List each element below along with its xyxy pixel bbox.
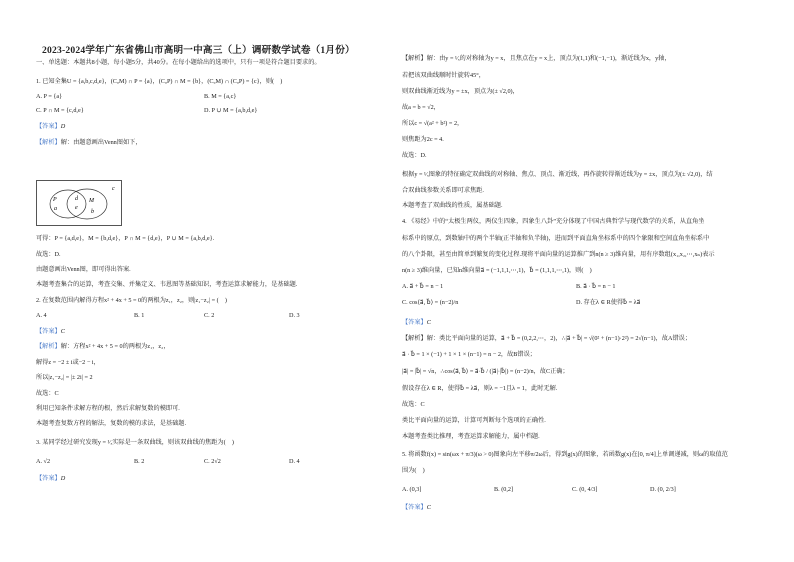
section-heading: 一、单选题：本题共8小题，每小题5分，共40分。在每小题给出的选项中，只有一项是符合题目要求的。 bbox=[36, 59, 321, 66]
q4-analysis-4: 假设存在λ ∈ R，使得b⃗ = λa⃗，则λ = −1且λ = 1，此时无解. bbox=[402, 385, 558, 392]
q3-analysis: 【解析】解：由y = ¹⁄ₓ的对称轴为y = x，且焦点在y = x上，顶点为(1,1)和(−1,−1)，渐近线为x，y轴， bbox=[402, 55, 671, 62]
q2-option-a: A. 4 bbox=[36, 312, 47, 319]
analysis-tag: 【解析】 bbox=[36, 139, 61, 146]
q4-analysis-1: 【解析】解：类比平面向量的运算，a⃗ + b⃗ = (0,2,2,⋯，2)，∴|a⃗ + b⃗| = √(0² + (n−1)·2²) = 2√(n−1)，故A错误； bbox=[402, 335, 692, 342]
q2-line3: 故选：C bbox=[36, 390, 59, 397]
q2-option-d: D. 3 bbox=[289, 312, 300, 319]
q3-option-d: D. 4 bbox=[289, 458, 300, 465]
q2-line1: 解得z = −2 ± i或−2 − i， bbox=[36, 359, 100, 366]
q3-line-7: 故选：D. bbox=[402, 152, 427, 159]
q1-stem: 1. 已知全集U = {a,b,c,d,e}，(CᵤM) ∩ P = {a}，(CᵤP) ∩ M = {b}，(CᵤM) ∩ (CᵤP) = {c}，则( ) bbox=[36, 78, 283, 85]
q3-line-9: 合双曲线参数关系即可求焦距. bbox=[402, 187, 484, 194]
analysis-tag: 【解析】 bbox=[36, 343, 61, 350]
venn-label-a: a bbox=[54, 206, 57, 212]
q3-line-8: 根据y = ¹⁄ₓ图象的特征确定双曲线的对称轴、焦点、顶点、渐近线，再作旋转得渐近线为y = ±x，顶点为(± √2,0)，结 bbox=[402, 171, 713, 178]
q4-stem-4: n(n ≥ 3)维向量，已知n维向量a⃗ = (−1,1,1,⋯,1)，b⃗ = (1,1,1,⋯,1)，则( ) bbox=[402, 267, 592, 274]
q4-option-c: C. cos⟨a⃗, b⃗⟩ = (n−2)/n bbox=[402, 299, 459, 306]
q3-option-c: C. 2√2 bbox=[204, 458, 221, 465]
q4-analysis-2: a⃗ · b⃗ = 1 × (−1) + 1 × 1 × (n−1) = n − 2，故B错误； bbox=[402, 351, 536, 358]
q3-answer bbox=[36, 476, 65, 482]
answer-value: C bbox=[426, 504, 431, 511]
q4-stem-3: 的八个卦限，甚至由简单到繁复的变化过程.现将平面向量的运算推广到n(n ≥ 3)维向量，用有序数组(x₁,x₂,⋯,xₙ)表示 bbox=[402, 251, 715, 258]
venn-set-p bbox=[50, 190, 86, 218]
answer-value: D bbox=[60, 475, 66, 482]
venn-label-e: e bbox=[75, 205, 78, 211]
venn-label-c: c bbox=[112, 186, 115, 192]
q4-analysis-6: 类比平面向量的运算，计算可判断每个选项的正确性. bbox=[402, 417, 546, 424]
q1-answer bbox=[36, 124, 65, 130]
q2-line2: 所以|z₁−z₂| = |± 2i| = 2 bbox=[36, 374, 93, 381]
q4-stem-2: 标系中的原点，到数轴中的两个半轴(正半轴和负半轴)，进而到平面直角坐标系中的四个象限和空间直角坐标系中 bbox=[402, 235, 710, 242]
q3-line-2: 若把该双曲线顺时针旋转45°， bbox=[402, 72, 485, 79]
q1-option-b: B. M = {a,c} bbox=[204, 93, 237, 100]
venn-set-m bbox=[67, 189, 107, 219]
q1-line1: 可得：P = {a,d,e}，M = {b,d,e}，P ∩ M = {d,e}，P ∪ M = {a,b,d,e}. bbox=[36, 235, 215, 242]
q4-analysis-7: 本题考查类比推理，考查运算求解能力，属中档题. bbox=[402, 433, 540, 440]
answer-tag: 【答案】 bbox=[36, 328, 61, 335]
q2-line5: 本题考查复数方程的解法，复数的模的求法，是基础题. bbox=[36, 420, 187, 427]
answer-value: C bbox=[426, 319, 431, 326]
q3-stem: 3. 某同学经过研究发现y = ¹⁄ₓ实际是一条双曲线，则该双曲线的焦距为( ) bbox=[36, 439, 234, 446]
answer-tag: 【答案】 bbox=[402, 319, 427, 326]
venn-diagram bbox=[36, 180, 122, 226]
q4-option-b: B. a⃗ · b⃗ = n − 1 bbox=[576, 283, 616, 290]
q3-line-6: 则焦距为2c = 4. bbox=[402, 136, 444, 143]
q3-line-10: 本题考查了双曲线的性质，属基础题. bbox=[402, 202, 503, 209]
q2-option-b: B. 1 bbox=[134, 312, 145, 319]
q3-line-4: 故a = b = √2， bbox=[402, 104, 440, 111]
venn-label-d: d bbox=[75, 196, 78, 202]
page-title: 2023-2024学年广东省佛山市高明一中高三（上）调研数学试卷（1月份） bbox=[42, 45, 355, 56]
q4-stem-1: 4. 《易经》中的“太极生两仪，两仪生四象，四象生八卦”充分体现了中国古典哲学与现代数学的关系，从直角坐 bbox=[402, 218, 705, 225]
analysis-text: 解：由题意画出Venn图如下， bbox=[60, 139, 142, 146]
analysis-text: 解：方程x² + 4x + 5 = 0的两根为z₁，z₂， bbox=[60, 343, 170, 350]
answer-value: D bbox=[60, 123, 66, 130]
q3-line-3: 则双曲线渐近线为y = ±x，顶点为(± √2,0)， bbox=[402, 88, 519, 95]
q1-option-d: D. P ∪ M = {a,b,d,e} bbox=[204, 107, 258, 114]
q4-analysis-3: |a⃗| = |b⃗| = √n，∴cos⟨a⃗, b⃗⟩ = a⃗·b⃗ / (|a⃗|·|b⃗|) = (n−2)/n，故C正确； bbox=[402, 368, 569, 375]
q2-stem: 2. 在复数范围内解得方程x² + 4x + 5 = 0的两根为z₁，z₂，则|z₁−z₂| = ( ) bbox=[36, 297, 227, 304]
q3-line-5: 所以c = √(a² + b²) = 2， bbox=[402, 120, 464, 127]
q1-analysis bbox=[36, 140, 142, 146]
q5-option-d: D. (0, 2/3] bbox=[650, 486, 676, 493]
answer-tag: 【答案】 bbox=[36, 475, 61, 482]
q4-answer bbox=[402, 320, 431, 326]
q2-analysis bbox=[36, 344, 170, 350]
venn-label-b: b bbox=[91, 209, 94, 215]
q5-answer bbox=[402, 505, 431, 511]
q5-option-b: B. (0,2] bbox=[494, 486, 514, 493]
answer-tag: 【答案】 bbox=[36, 123, 61, 130]
q5-stem-2: 围为( ) bbox=[402, 467, 425, 474]
q5-stem-1: 5. 将函数f(x) = sin(ωx + π/3)(ω > 0)图象向左平移π/2ω后，得到g(x)的图象，若函数g(x)在[0, π/4]上单调递减，则ω的取值范 bbox=[402, 451, 728, 458]
q4-analysis-5: 故选：C bbox=[402, 401, 425, 408]
q1-option-c: C. P ∩ M = {c,d,e} bbox=[36, 107, 84, 114]
q4-option-a: A. a⃗ + b⃗ = n − 1 bbox=[402, 283, 444, 290]
answer-value: C bbox=[60, 328, 65, 335]
q2-answer bbox=[36, 329, 65, 335]
q3-option-b: B. 2 bbox=[134, 458, 145, 465]
q3-option-a: A. √2 bbox=[36, 458, 51, 465]
q4-option-d: D. 存在λ ∈ R使得b⃗ = λa⃗ bbox=[576, 299, 641, 306]
q1-line4: 本题考查集合的运算，考查交集、并集定义、韦恩图等基础知识，考查运算求解能力，是基础题. bbox=[36, 281, 298, 288]
venn-label-m: M bbox=[89, 198, 94, 204]
q2-option-c: C. 2 bbox=[204, 312, 215, 319]
venn-label-p: P bbox=[53, 197, 57, 203]
answer-tag: 【答案】 bbox=[402, 504, 427, 511]
q1-option-a: A. P = {a} bbox=[36, 93, 63, 100]
q1-line3: 由题意画出Venn图，即可得出答案. bbox=[36, 266, 131, 273]
q1-line2: 故选：D. bbox=[36, 251, 61, 258]
q2-line4: 利用已知条件求解方程的根，然后求解复数的模即可. bbox=[36, 405, 180, 412]
q5-option-c: C. (0, 4/3] bbox=[572, 486, 598, 493]
q5-option-a: A. (0,3] bbox=[402, 486, 422, 493]
